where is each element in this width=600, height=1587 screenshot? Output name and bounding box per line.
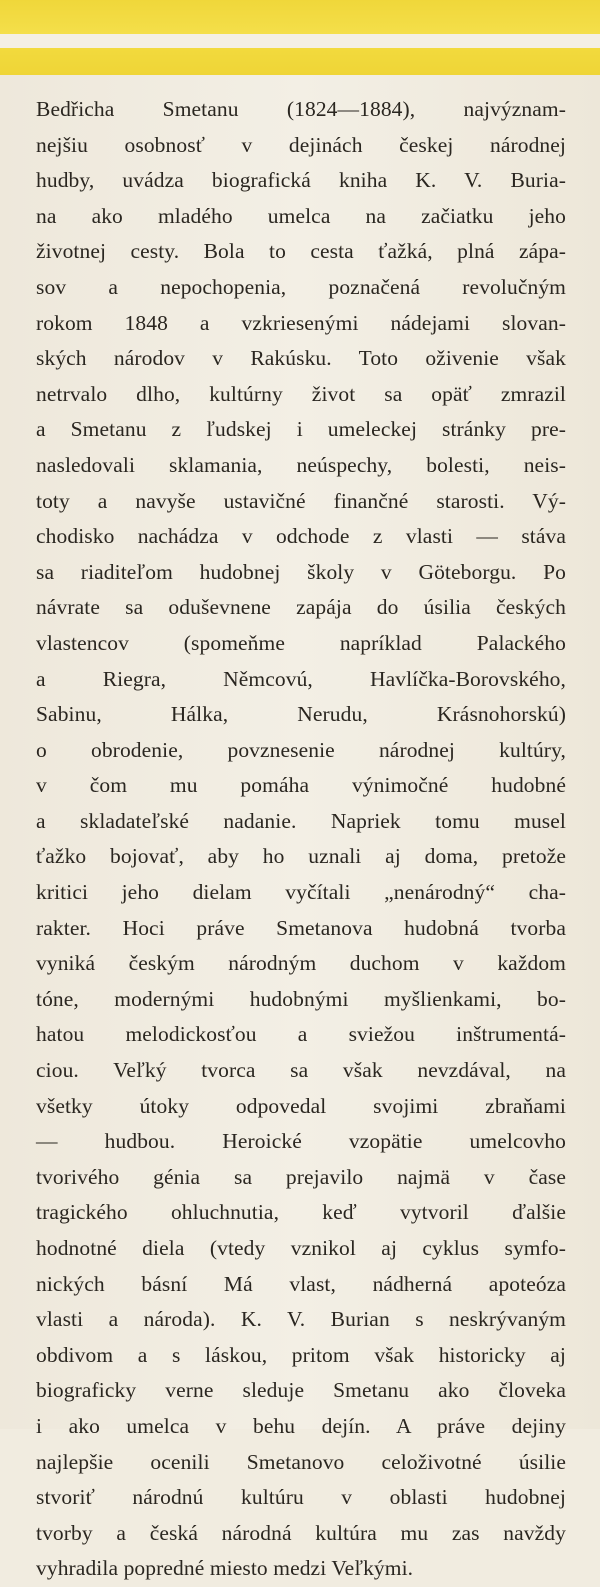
text-line: hodnotné diela (vtedy vznikol aj cyklus symfo- (36, 1236, 566, 1260)
text-line: v čom mu pomáha výnimočné hudobné (36, 773, 566, 798)
band-gap (0, 34, 600, 48)
text-line: vyniká českým národným duchom v každom (36, 951, 566, 976)
text-line: o obrodenie, povznesenie národnej kultúry, (36, 737, 566, 762)
text-line: vlasti a národa). K. V. Burian s neskrývaným (36, 1307, 566, 1332)
text-line: a Smetanu z ľudskej i umeleckej stránky pre- (36, 417, 566, 442)
text-line: životnej cesty. Bola to cesta ťažká, plná zápa- (36, 239, 566, 264)
text-line: Bedřicha Smetanu (1824—1884), najvýznam- (36, 97, 566, 121)
text-line: toty a navyše ustavičné finančné starosti. Vý- (36, 488, 566, 513)
text-line: netrvalo dlho, kultúrny život sa opäť zmrazil (36, 381, 566, 406)
body-paragraph (36, 92, 566, 1587)
text-line: tóne, modernými hudobnými myšlienkami, bo- (36, 986, 566, 1011)
text-line-last: vyhradila popredné miesto medzi Veľkými. (36, 1556, 414, 1581)
text-line: nických básní Má vlast, nádherná apoteóza (36, 1271, 566, 1296)
text-line: nasledovali sklamania, neúspechy, bolesti, neis- (36, 452, 566, 477)
text-line: stvoriť národnú kultúru v oblasti hudobnej (36, 1485, 566, 1510)
text-line: tragického ohluchnutia, keď vytvoril ďalšie (36, 1200, 566, 1225)
text-line: Sabinu, Hálka, Nerudu, Krásnohorskú) (36, 702, 566, 727)
text-line: a skladateľské nadanie. Napriek tomu musel (36, 808, 566, 833)
top-yellow-band (0, 0, 600, 34)
text-line: a Riegra, Němcovú, Havlíčka-Borovského, (36, 666, 566, 691)
text-line: sa riaditeľom hudobnej školy v Göteborgu. Po (36, 559, 566, 584)
text-line: tvorivého génia sa prejavilo najmä v čase (36, 1164, 566, 1189)
text-line: najlepšie ocenili Smetanovo celoživotné úsilie (36, 1449, 566, 1474)
text-line: sov a nepochopenia, poznačená revolučným (36, 274, 566, 299)
text-line: i ako umelca v behu dejín. A práve dejiny (36, 1413, 566, 1438)
text-line: nejšiu osobnosť v dejinách českej národnej (36, 132, 566, 157)
text-line: kritici jeho dielam vyčítali „nenárodný“ cha- (36, 880, 566, 905)
text-line: biograficky verne sleduje Smetanu ako človeka (36, 1378, 566, 1403)
text-line: vlastencov (spomeňme napríklad Palackého (36, 630, 566, 655)
text-line: tvorby a česká národná kultúra mu zas navždy (36, 1520, 566, 1545)
text-line: ťažko bojovať, aby ho uznali aj doma, pretože (36, 844, 566, 869)
text-line: obdivom a s láskou, pritom však historicky aj (36, 1342, 566, 1367)
text-line: — hudbou. Heroické vzopätie umelcovho (36, 1129, 566, 1154)
text-line: chodisko nachádza v odchode z vlasti — stáva (36, 524, 566, 549)
text-line: ských národov v Rakúsku. Toto oživenie však (36, 346, 566, 371)
text-line: hatou melodickosťou a sviežou inštrumentá- (36, 1022, 566, 1047)
text-line: rakter. Hoci práve Smetanova hudobná tvorba (36, 915, 566, 940)
text-line: ciou. Veľký tvorca sa však nevzdával, na (36, 1058, 566, 1083)
text-line: všetky útoky odpovedal svojimi zbraňami (36, 1093, 566, 1118)
text-line: hudby, uvádza biografická kniha K. V. Buria- (36, 168, 566, 193)
text-line: návrate sa oduševnene zapája do úsilia českých (36, 595, 566, 620)
text-line: rokom 1848 a vzkriesenými nádejami slovan- (36, 310, 566, 335)
text-line: na ako mladého umelca na začiatku jeho (36, 203, 566, 228)
second-yellow-band (0, 48, 600, 75)
